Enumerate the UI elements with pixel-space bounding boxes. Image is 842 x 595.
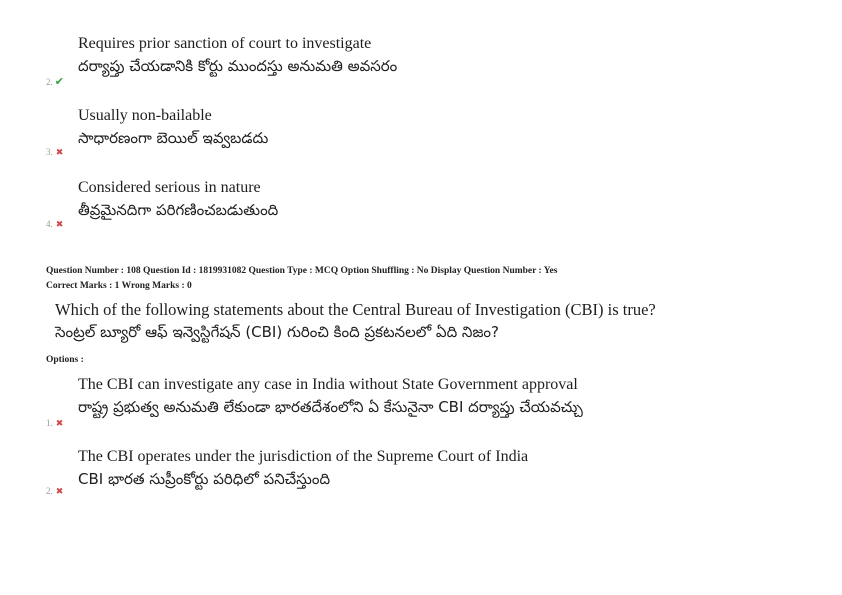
option-number: 3. ✖ [46, 147, 64, 157]
question-text-en: Which of the following statements about the Central Bureau of Investigation (CBI) is true? [55, 300, 656, 319]
option-text-te: రాష్ట్ర ప్రభుత్వ అనుమతి లేకుండా భారతదేశంలోని ఏ కేసునైనా CBI దర్యాప్తు చేయవచ్చు [78, 398, 583, 416]
option-text-te: సాధారణంగా బెయిల్ ఇవ్వబడదు [78, 129, 269, 147]
option-number: 4. ✖ [46, 219, 64, 229]
options-label: Options : [46, 355, 84, 365]
cross-icon: ✖ [55, 486, 64, 496]
check-icon: ✔ [54, 76, 64, 88]
option-text-te: CBI భారత సుప్రీంకోర్టు పరిధిలో పనిచేస్తుంది [78, 470, 331, 488]
option-text-en: Requires prior sanction of court to investigate [78, 35, 372, 52]
option-text-te: దర్యాప్తు చేయడానికి కోర్టు ముందస్తు అనుమతి అవసరం [78, 57, 398, 75]
option-text-en: The CBI operates under the jurisdiction of the Supreme Court of India [78, 448, 529, 465]
option-text-en: Considered serious in nature [78, 179, 261, 196]
marks-meta: Correct Marks : 1 Wrong Marks : 0 [46, 281, 192, 291]
option-number: 2. ✔ [46, 76, 64, 88]
option-text-te: తీవ్రమైనదిగా పరిగణించబడుతుంది [78, 201, 279, 219]
option-number: 2. ✖ [46, 486, 64, 496]
cross-icon: ✖ [55, 418, 64, 428]
option-number: 1. ✖ [46, 418, 64, 428]
option-text-en: Usually non-bailable [78, 107, 212, 124]
cross-icon: ✖ [55, 147, 64, 157]
question-meta: Question Number : 108 Question Id : 1819931082 Question Type : MCQ Option Shuffling : No Display Question Number : Yes [46, 266, 558, 276]
option-text-en: The CBI can investigate any case in India without State Government approval [78, 376, 578, 393]
question-text-te: సెంట్రల్ బ్యూరో ఆఫ్ ఇన్వెస్టిగేషన్ (CBI) గురించి కింది ప్రకటనలలో ఏది నిజం? [55, 323, 499, 341]
cross-icon: ✖ [55, 219, 64, 229]
